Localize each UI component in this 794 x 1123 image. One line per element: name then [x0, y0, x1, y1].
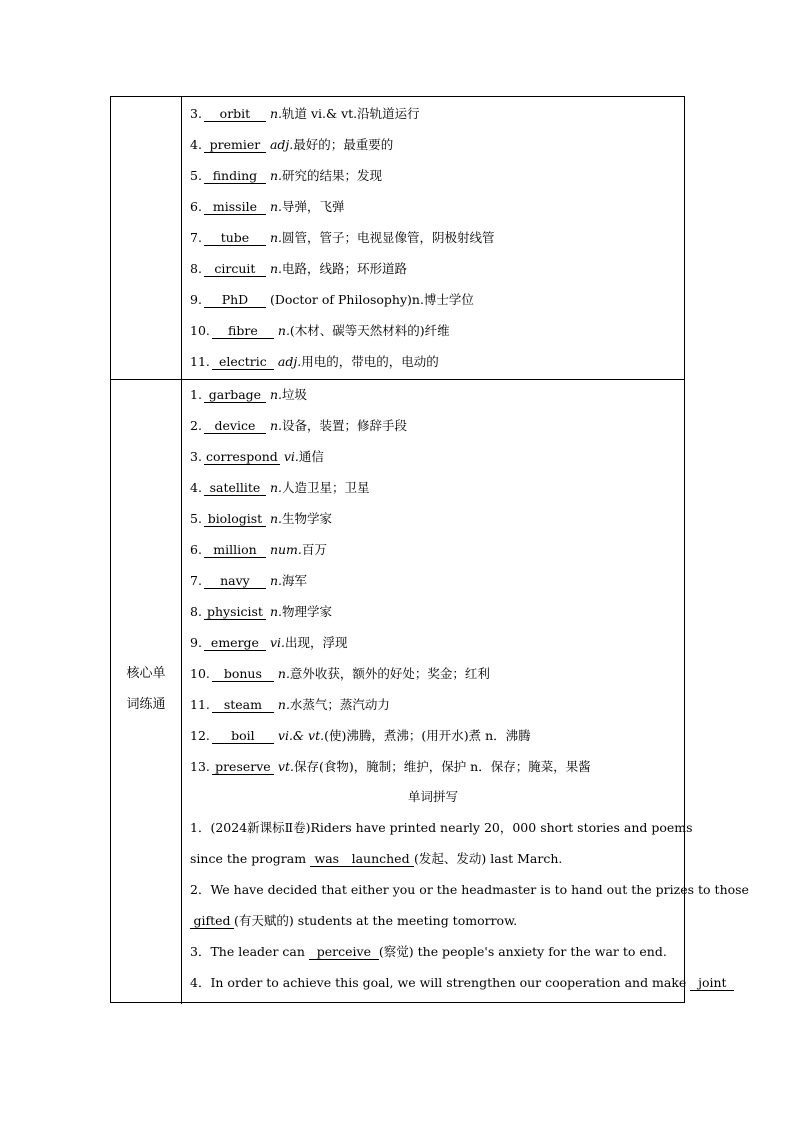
sentence-2b	[190, 905, 678, 936]
label-cell	[111, 97, 182, 379]
definition: 出现，浮现	[284, 635, 348, 650]
definition: (木材、碳等天然材料的)纤维	[289, 323, 450, 338]
entry-number: 4.	[190, 137, 202, 152]
answer-word: orbit	[204, 106, 266, 122]
part-of-speech: n.	[269, 418, 282, 433]
part-of-speech: adj.	[269, 137, 294, 152]
answer-word: device	[204, 418, 266, 434]
answer-word: bonus	[212, 666, 274, 682]
definition: 轨道 vi.& vt.沿轨道运行	[281, 106, 420, 121]
answer-word: million	[204, 542, 266, 558]
answer-word: correspond	[205, 449, 278, 464]
answer-word: premier	[204, 137, 266, 153]
section-label-line2: 词练通	[126, 697, 166, 712]
sentence-text: (有天赋的) students at the meeting tomorrow.	[234, 913, 518, 928]
definition: 百万	[301, 542, 327, 557]
sentence-text: (发起、发动) last March.	[414, 851, 563, 866]
vocab-entry	[190, 658, 678, 689]
sentence-1b	[190, 843, 678, 874]
entry-number: 10.	[190, 323, 210, 338]
vocab-entry	[190, 720, 678, 751]
answer-word: tube	[204, 230, 266, 246]
sentence-text: 3．The leader can	[190, 944, 309, 959]
part-of-speech: n.	[277, 697, 290, 712]
answer-word: emerge	[204, 635, 266, 651]
vocab-entry	[190, 596, 678, 627]
sentence-text: since the program	[190, 851, 311, 866]
spelling-title: 单词拼写	[407, 789, 458, 804]
definition: (使)沸腾，煮沸；(用开水)煮 n．沸腾	[324, 728, 531, 743]
vocab-entry	[190, 410, 678, 441]
entry-number: 7.	[190, 573, 202, 588]
vocab-entry	[190, 751, 678, 782]
definition: 海军	[281, 573, 307, 588]
entry-number: 13.	[190, 759, 210, 774]
part-of-speech: n.	[269, 261, 282, 276]
entry-number: 7.	[190, 230, 202, 245]
part-of-speech: n.	[269, 573, 282, 588]
vocab-entry	[190, 441, 678, 472]
section-label-line1: 核心单	[126, 666, 166, 681]
entry-number: 1.	[190, 387, 202, 402]
part-of-speech: n.	[269, 230, 282, 245]
entry-number: 11.	[190, 354, 210, 369]
vocab-entry	[190, 379, 678, 410]
answer-word: satellite	[204, 480, 266, 496]
part-of-speech: adj.	[277, 354, 302, 369]
definition: 垃圾	[281, 387, 307, 402]
definition: 生物学家	[281, 511, 332, 526]
sentence-text: (察觉) the people's anxiety for the war to end.	[378, 944, 667, 959]
definition: 设备，装置；修辞手段	[281, 418, 407, 433]
vocab-entry	[190, 627, 678, 658]
part-of-speech: n.	[269, 604, 282, 619]
definition: 意外收获，额外的好处；奖金；红利	[289, 666, 490, 681]
part-of-speech: n.	[269, 106, 282, 121]
answer-word: circuit	[204, 261, 266, 277]
part-of-speech: n.	[277, 323, 290, 338]
entry-number: 3.	[190, 106, 202, 121]
table-row	[111, 379, 749, 1004]
entry-number: 3.	[190, 449, 202, 464]
vocab-entry	[190, 503, 678, 534]
answer-word: boil	[212, 728, 274, 744]
sentence-1a: 1．(2024新课标Ⅱ卷)Riders have printed nearly 20，000 short stories and poems	[190, 820, 693, 835]
sentence-4	[190, 967, 727, 998]
label-cell	[111, 379, 182, 1004]
answer-word: navy	[204, 573, 266, 589]
definition: 最好的；最重要的	[293, 137, 394, 152]
vocab-entry	[190, 284, 678, 315]
vocab-entry	[190, 534, 678, 565]
answer-word: physicist	[204, 604, 266, 620]
definition: 圆管，管子；电视显像管，阴极射线管	[281, 230, 495, 245]
vocab-entry	[190, 160, 678, 191]
answer-blank: perceive	[309, 944, 379, 960]
entry-number: 12.	[190, 728, 210, 743]
part-of-speech: n.	[269, 199, 282, 214]
entry-number: 9.	[190, 635, 202, 650]
vocab-entry	[190, 315, 678, 346]
sentence-3	[190, 936, 678, 967]
entry-number: 6.	[190, 199, 202, 214]
part-of-speech: n.	[269, 480, 282, 495]
part-of-speech: n.	[269, 387, 282, 402]
definition: 研究的结果；发现	[281, 168, 382, 183]
entry-number: 9.	[190, 292, 202, 307]
part-of-speech: vi.	[269, 635, 285, 650]
answer-word: garbage	[204, 387, 266, 403]
part-of-speech: num.	[269, 542, 302, 557]
vocab-entry	[190, 98, 678, 129]
vocab-entry	[190, 253, 678, 284]
entry-number: 5.	[190, 168, 202, 183]
vocab-entry	[190, 689, 678, 720]
definition: 电路，线路；环形道路	[281, 261, 407, 276]
answer-blank: gifted	[190, 913, 234, 929]
vocab-entry	[190, 191, 678, 222]
sentence-text: 4．In order to achieve this goal, we will strengthen our cooperation and make	[190, 975, 691, 990]
part-of-speech: vt.	[277, 759, 294, 774]
answer-word: biologist	[204, 511, 266, 527]
answer-blank: was launched	[310, 851, 414, 867]
vocab-entry	[190, 346, 678, 377]
answer-word: finding	[204, 168, 266, 184]
sentence-2a: 2．We have decided that either you or the headmaster is to hand out the prizes to those	[190, 882, 749, 897]
entry-number: 8.	[190, 261, 202, 276]
answer-word: preserve	[212, 759, 274, 775]
definition: 保存(食物)，腌制；维护，保护 n．保存；腌菜，果酱	[293, 759, 591, 774]
definition: (Doctor of Philosophy)n.博士学位	[269, 292, 474, 307]
definition: 人造卫星；卫星	[281, 480, 370, 495]
answer-blank: joint	[690, 975, 734, 991]
word-list-cell	[182, 97, 684, 379]
answer-word: electric	[212, 354, 274, 370]
answer-word: missile	[204, 199, 266, 215]
answer-word: fibre	[212, 323, 274, 339]
vocab-entry	[190, 129, 678, 160]
vocab-entry	[190, 472, 678, 503]
definition: 用电的，带电的，电动的	[301, 354, 439, 369]
definition: 物理学家	[281, 604, 332, 619]
part-of-speech: n.	[277, 666, 290, 681]
entry-number: 5.	[190, 511, 202, 526]
entry-number: 4.	[190, 480, 202, 495]
part-of-speech: n.	[269, 168, 282, 183]
word-list-cell	[182, 379, 749, 1004]
table-row	[111, 97, 684, 380]
entry-number: 6.	[190, 542, 202, 557]
answer-word: steam	[212, 697, 274, 713]
vocabulary-table	[110, 96, 749, 1003]
entry-number: 10.	[190, 666, 210, 681]
vocab-entry	[190, 222, 678, 253]
entry-number: 11.	[190, 697, 210, 712]
part-of-speech: vi.& vt.	[277, 728, 325, 743]
entry-number: 2.	[190, 418, 202, 433]
part-of-speech: n.	[269, 511, 282, 526]
definition: 通信	[298, 449, 324, 464]
definition: 导弹，飞弹	[281, 199, 345, 214]
part-of-speech: vi.	[283, 449, 299, 464]
vocab-entry	[190, 565, 678, 596]
answer-word: PhD	[204, 292, 266, 308]
definition: 水蒸气；蒸汽动力	[289, 697, 390, 712]
entry-number: 8.	[190, 604, 202, 619]
